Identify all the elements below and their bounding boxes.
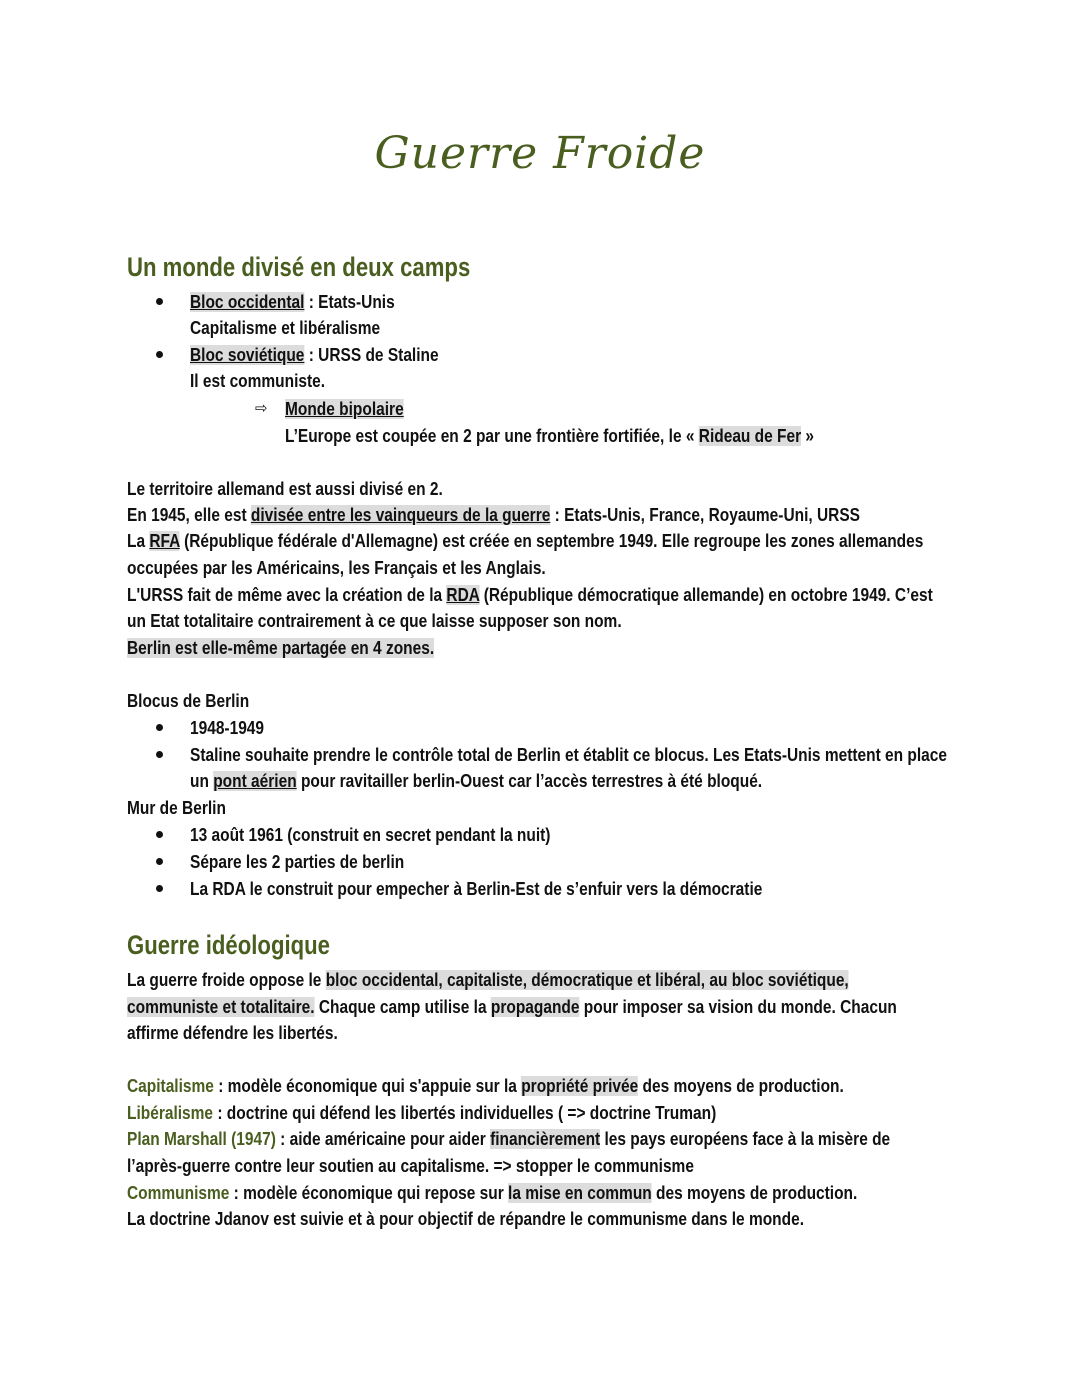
- bloc-sovietique-desc: Il est communiste.: [190, 371, 326, 391]
- section-heading-monde-divise: Un monde divisé en deux camps: [127, 252, 471, 282]
- definition-plan-marshall-line-2: l’après-guerre contre leur soutien au capitalisme. => stopper le communisme: [127, 1156, 694, 1176]
- bullet-bloc-sovietique: Bloc soviétique : URSS de Staline: [190, 345, 439, 365]
- definition-liberalisme: Libéralisme : doctrine qui défend les libertés individuelles ( => doctrine Truman): [127, 1103, 717, 1123]
- mur-item-separe: Sépare les 2 parties de berlin: [190, 852, 405, 872]
- territory-line-3: La RFA (République fédérale d'Allemagne) est créée en septembre 1949. Elle regroupe les zones allemandes: [127, 531, 924, 551]
- section-heading-guerre-ideologique: Guerre idéologique: [127, 930, 330, 960]
- doctrine-jdanov-line: La doctrine Jdanov est suivie et à pour objectif de répandre le communisme dans le monde.: [127, 1209, 804, 1229]
- blocus-item-date: 1948-1949: [190, 718, 265, 738]
- blocus-heading: Blocus de Berlin: [127, 691, 250, 711]
- mur-item-rda: La RDA le construit pour empecher à Berlin-Est de s’enfuir vers la démocratie: [190, 879, 763, 899]
- definition-capitalisme: Capitalisme : modèle économique qui s'appuie sur la propriété privée des moyens de production.: [127, 1076, 844, 1096]
- definition-communisme: Communisme : modèle économique qui repose sur la mise en commun des moyens de production.: [127, 1183, 858, 1203]
- bullet-dot-icon: [156, 724, 163, 731]
- ideologie-line-3: affirme défendre les libertés.: [127, 1023, 338, 1043]
- blocus-item-desc-1: Staline souhaite prendre le contrôle total de Berlin et établit ce blocus. Les Etats-Unis mettent en place: [190, 745, 947, 765]
- bloc-occidental-desc: Capitalisme et libéralisme: [190, 318, 381, 338]
- document-title: Guerre Froide: [374, 128, 706, 179]
- arrow-right-icon: ⇨: [255, 399, 268, 417]
- territory-line-2: En 1945, elle est divisée entre les vainqueurs de la guerre : Etats-Unis, France, Royaume-Uni, URSS: [127, 505, 861, 525]
- mur-item-date: 13 août 1961 (construit en secret pendant la nuit): [190, 825, 551, 845]
- territory-line-6: un Etat totalitaire contrairement à ce que laisse supposer son nom.: [127, 611, 622, 631]
- bullet-dot-icon: [156, 751, 163, 758]
- ideologie-line-2: communiste et totalitaire. Chaque camp utilise la propagande pour imposer sa vision du monde. Chacun: [127, 997, 897, 1017]
- bullet-dot-icon: [156, 298, 163, 305]
- territory-line-4: occupées par les Américains, les Français et les Anglais.: [127, 558, 546, 578]
- rideau-de-fer-line: L’Europe est coupée en 2 par une frontière fortifiée, le « Rideau de Fer »: [285, 426, 815, 446]
- bullet-dot-icon: [156, 885, 163, 892]
- territory-line-1: Le territoire allemand est aussi divisé en 2.: [127, 479, 443, 499]
- monde-bipolaire-label: Monde bipolaire: [285, 399, 404, 419]
- bullet-dot-icon: [156, 831, 163, 838]
- mur-heading: Mur de Berlin: [127, 798, 226, 818]
- bullet-dot-icon: [156, 858, 163, 865]
- territory-line-5: L'URSS fait de même avec la création de la RDA (République démocratique allemande) en octobre 1949. C’est: [127, 585, 933, 605]
- ideologie-line-1: La guerre froide oppose le bloc occidental, capitaliste, démocratique et libéral, au bloc soviétique,: [127, 970, 849, 990]
- blocus-item-desc-2: un pont aérien pour ravitailler berlin-Ouest car l’accès terrestres à été bloqué.: [190, 771, 763, 791]
- bullet-bloc-occidental: Bloc occidental : Etats-Unis: [190, 292, 395, 312]
- territory-line-7: Berlin est elle-même partagée en 4 zones.: [127, 638, 435, 658]
- bullet-dot-icon: [156, 351, 163, 358]
- definition-plan-marshall: Plan Marshall (1947) : aide américaine pour aider financièrement les pays européens face à la misère de: [127, 1129, 891, 1149]
